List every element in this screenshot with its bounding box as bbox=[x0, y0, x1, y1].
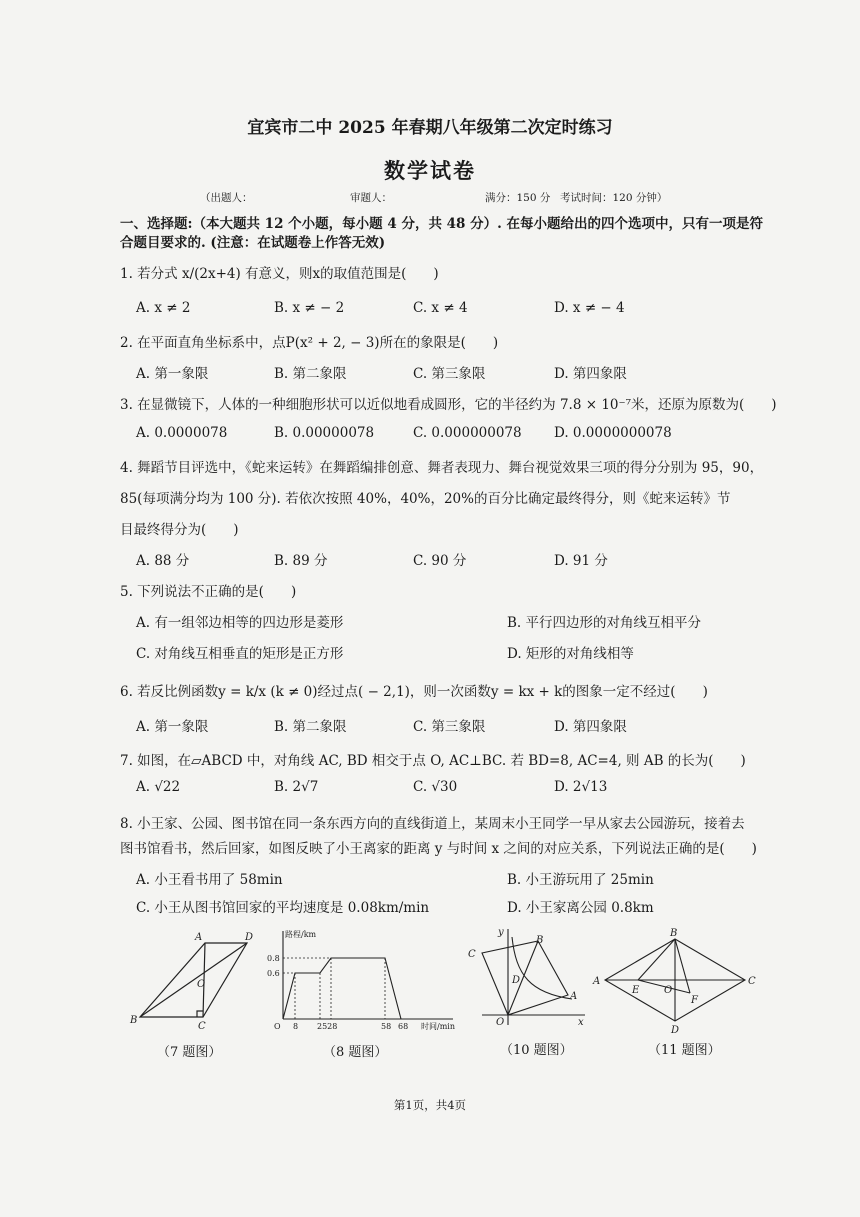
figure-8 bbox=[265, 925, 465, 1033]
fig8-ytick-08: 0.8 bbox=[267, 954, 280, 963]
q5-option-a: A. 有一组邻边相等的四边形是菱形 bbox=[136, 615, 344, 631]
section-instructions-line1: 一、选择题:（本大题共 12 个小题，每小题 4 分，共 48 分）. 在每小题给出的四个选项中，只有一项是符 bbox=[120, 216, 764, 232]
fig11-label-c: C bbox=[748, 976, 756, 987]
full-score: 满分：150 分 bbox=[485, 192, 551, 204]
fig10-label-d: D bbox=[512, 975, 521, 986]
fig8-xtick-58: 58 bbox=[381, 1022, 392, 1031]
figure-11 bbox=[590, 925, 760, 1040]
q6-option-c: C. 第三象限 bbox=[413, 719, 486, 735]
fig8-distance-line bbox=[283, 958, 401, 1019]
q2-option-c: C. 第三象限 bbox=[413, 366, 486, 382]
q6-option-d: D. 第四象限 bbox=[554, 719, 627, 735]
question-5: 5. 下列说法不正确的是( ) bbox=[120, 584, 297, 600]
fig11-label-b: B bbox=[670, 928, 678, 939]
q4-option-c: C. 90 分 bbox=[413, 553, 467, 569]
question-4-line1: 4. 舞蹈节目评选中，《蛇来运转》在舞蹈编排创意、舞者表现力、舞台视觉效果三项的得分分别为 95，90， bbox=[120, 460, 764, 476]
fig8-xtick-2528: 2528 bbox=[317, 1022, 338, 1031]
exam-time: 考试时间：120 分钟） bbox=[560, 192, 668, 204]
q3-option-b: B. 0.00000078 bbox=[274, 425, 375, 441]
fig11-label-f: F bbox=[691, 995, 698, 1006]
fig7-caption: （7 题图） bbox=[157, 1045, 222, 1060]
q5-option-b: B. 平行四边形的对角线互相平分 bbox=[507, 615, 702, 631]
question-4-line3: 目最终得分为( ) bbox=[120, 522, 239, 538]
fig10-caption: （10 题图） bbox=[500, 1043, 573, 1058]
fig8-xlabel: 时间/min bbox=[421, 1022, 455, 1031]
fig7-label-b: B bbox=[130, 1015, 138, 1026]
q1-option-c: C. x ≠ 4 bbox=[413, 300, 468, 316]
q4-option-d: D. 91 分 bbox=[554, 553, 608, 569]
question-2: 2. 在平面直角坐标系中，点P(x² + 2, − 3)所在的象限是( ) bbox=[120, 335, 499, 351]
section-instructions-line2: 合题目要求的. (注意：在试题卷上作答无效) bbox=[120, 235, 386, 251]
q2-option-a: A. 第一象限 bbox=[136, 366, 209, 382]
fig8-caption: （8 题图） bbox=[323, 1045, 388, 1060]
q1-option-a: A. x ≠ 2 bbox=[136, 300, 191, 316]
fig11-label-d: D bbox=[671, 1025, 680, 1036]
figure-10 bbox=[460, 925, 590, 1030]
q8-option-b: B. 小王游玩用了 25min bbox=[507, 872, 654, 888]
q2-option-d: D. 第四象限 bbox=[554, 366, 627, 382]
q7-option-a: A. √22 bbox=[136, 779, 181, 795]
fig11-label-a: A bbox=[593, 976, 601, 987]
fig7-label-a: A bbox=[195, 932, 203, 943]
q8-option-d: D. 小王家离公园 0.8km bbox=[507, 900, 654, 916]
q6-option-b: B. 第二象限 bbox=[274, 719, 347, 735]
q8-option-c: C. 小王从图书馆回家的平均速度是 0.08km/min bbox=[136, 900, 430, 916]
fig8-ytick-06: 0.6 bbox=[267, 969, 280, 978]
fig7-diagonal-bd bbox=[140, 943, 247, 1017]
figure-7 bbox=[125, 925, 265, 1035]
q4-option-a: A. 88 分 bbox=[136, 553, 190, 569]
setter-label: （出题人： bbox=[200, 192, 253, 204]
q7-option-c: C. √30 bbox=[413, 779, 458, 795]
fig10-label-b: B bbox=[536, 935, 544, 946]
fig10-label-o: O bbox=[496, 1017, 505, 1028]
reviewer-label: 审题人： bbox=[350, 192, 392, 204]
q3-option-a: A. 0.0000078 bbox=[136, 425, 228, 441]
q3-option-c: C. 0.000000078 bbox=[413, 425, 522, 441]
question-8-line1: 8. 小王家、公园、图书馆在同一条东西方向的直线街道上，某周末小王同学一早从家去公园游玩，接着去 bbox=[120, 816, 745, 832]
fig10-label-a: A bbox=[570, 991, 578, 1002]
q6-option-a: A. 第一象限 bbox=[136, 719, 209, 735]
q2-option-b: B. 第二象限 bbox=[274, 366, 347, 382]
question-3: 3. 在显微镜下，人体的一种细胞形状可以近似地看成圆形，它的半径约为 7.8 × 10⁻⁷米，还原为原数为( ) bbox=[120, 397, 777, 413]
fig8-xtick-68: 68 bbox=[398, 1022, 409, 1031]
q4-option-b: B. 89 分 bbox=[274, 553, 328, 569]
fig11-label-e: E bbox=[632, 985, 640, 996]
fig10-label-y: y bbox=[498, 927, 504, 938]
fig7-right-angle bbox=[197, 1011, 203, 1017]
q1-option-d: D. x ≠ − 4 bbox=[554, 300, 625, 316]
exam-title: 宜宾市二中 2025 年春期八年级第二次定时练习 bbox=[247, 118, 613, 138]
exam-subtitle: 数学试卷 bbox=[384, 158, 476, 183]
fig8-ylabel: 路程/km bbox=[285, 930, 317, 939]
fig11-caption: （11 题图） bbox=[648, 1043, 721, 1058]
q3-option-d: D. 0.0000000078 bbox=[554, 425, 672, 441]
fig10-label-x: x bbox=[578, 1017, 584, 1028]
question-8-line2: 图书馆看书，然后回家，如图反映了小王离家的距离 y 与时间 x 之间的对应关系，下列说法正确的是( ) bbox=[120, 841, 757, 857]
q5-option-d: D. 矩形的对角线相等 bbox=[507, 646, 634, 662]
fig8-xtick-o: O bbox=[274, 1022, 281, 1031]
fig10-label-c: C bbox=[468, 949, 476, 960]
fig7-label-o: O bbox=[197, 979, 206, 990]
fig10-quadrilateral bbox=[482, 941, 568, 1015]
fig7-label-d: D bbox=[245, 932, 254, 943]
fig7-label-c: C bbox=[198, 1021, 206, 1032]
fig11-label-o: O bbox=[664, 985, 673, 996]
question-7: 7. 如图，在▱ABCD 中，对角线 AC, BD 相交于点 O, AC⊥BC. 若 BD=8, AC=4, 则 AB 的长为( ) bbox=[120, 753, 746, 769]
q7-option-b: B. 2√7 bbox=[274, 779, 319, 795]
question-1: 1. 若分式 x/(2x+4) 有意义，则x的取值范围是( ) bbox=[120, 266, 439, 282]
question-4-line2: 85(每项满分均为 100 分). 若依次按照 40%，40%，20%的百分比确定最终得分，则《蛇来运转》节 bbox=[120, 491, 731, 507]
question-6: 6. 若反比例函数y = k/x (k ≠ 0)经过点( − 2,1)，则一次函数y = kx + k的图象一定不经过( ) bbox=[120, 684, 708, 700]
q1-option-b: B. x ≠ − 2 bbox=[274, 300, 345, 316]
q5-option-c: C. 对角线互相垂直的矩形是正方形 bbox=[136, 646, 344, 662]
page-footer: 第1页，共4页 bbox=[393, 1098, 467, 1112]
fig10-hyperbola bbox=[512, 937, 572, 999]
q7-option-d: D. 2√13 bbox=[554, 779, 608, 795]
q8-option-a: A. 小王看书用了 58min bbox=[136, 872, 283, 888]
fig11-segment-be bbox=[638, 939, 675, 980]
fig8-xtick-8: 8 bbox=[293, 1022, 299, 1031]
